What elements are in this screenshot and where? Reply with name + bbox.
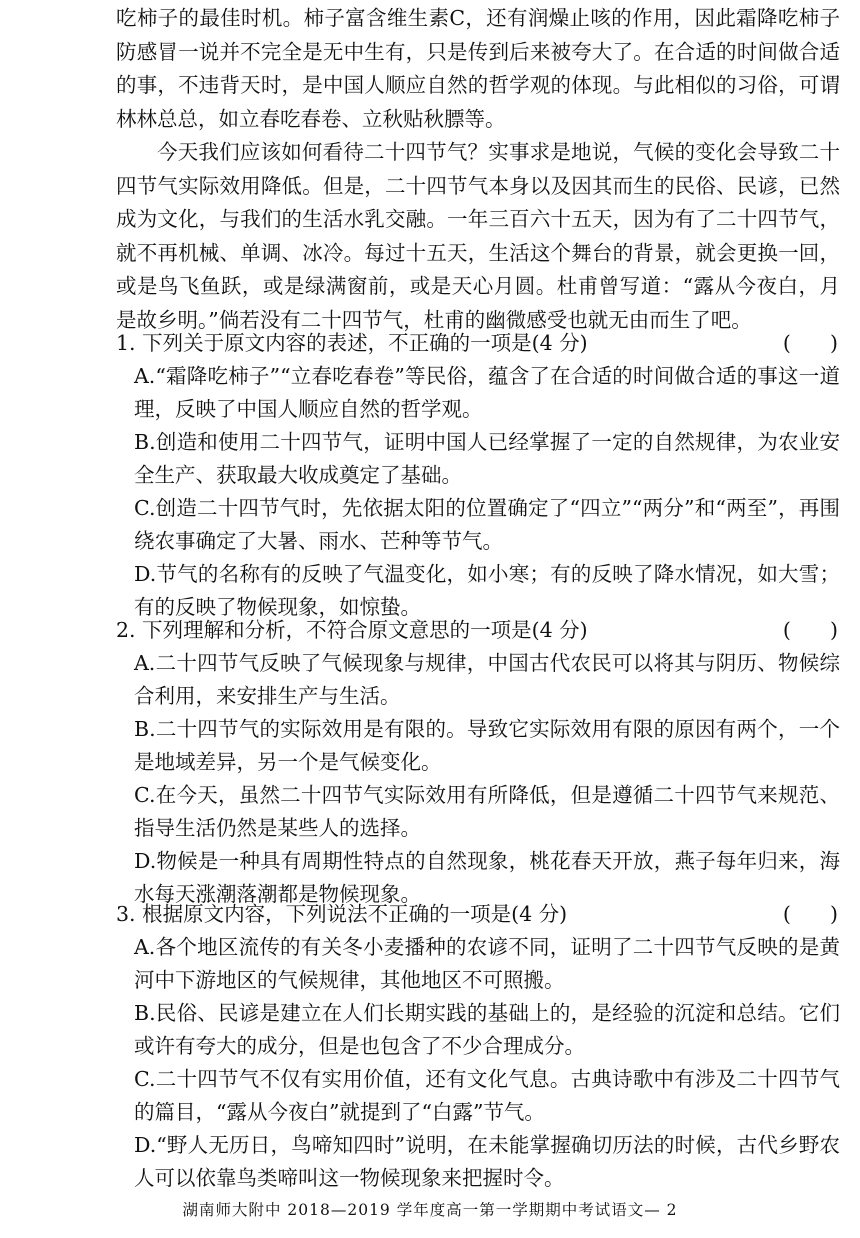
option-text: 民俗、民谚是建立在人们长期实践的基础上的，是经验的沉淀和总结。它们或许有夸大的成分，但是也包含了不少合理成分。 <box>134 1001 840 1058</box>
option-label: D. <box>134 562 157 586</box>
passage-paragraph-1: 吃柿子的最佳时机。柿子富含维生素C，还有润燥止咳的作用，因此霜降吃柿子防感冒一说并不完全是无中生有，只是传到后来被夸大了。在合适的时间做合适的事，不违背天时，是中国人顺应自然的哲学观的体现。与此相似的习俗，可谓林林总总，如立春吃春卷、立秋贴秋膘等。 <box>116 6 840 131</box>
question-1 <box>116 327 840 624</box>
passage-paragraph-2: 今天我们应该如何看待二十四节气？实事求是地说，气候的变化会导致二十四节气实际效用降低。但是，二十四节气本身以及因其而生的民俗、民谚，已然成为文化，与我们的生活水乳交融。一年三百六十五天，因为有了二十四节气，就不再机械、单调、冰冷。每过十五天，生活这个舞台的背景，就会更换一回，或是鸟飞鱼跃，或是绿满窗前，或是天心月圆。杜甫曾写道：“露从今夜白，月是故乡明。”倘若没有二十四节气，杜甫的幽微感受也就无由而生了吧。 <box>116 140 840 332</box>
question-stem-text: 1. 下列关于原文内容的表述，不正确的一项是(4 分) <box>116 331 588 355</box>
option-b <box>116 997 840 1063</box>
option-text: 物候是一种具有周期性特点的自然现象，桃花春天开放，燕子每年归来，海水每天涨潮落潮都是物候现象。 <box>134 849 840 906</box>
question-stem <box>116 898 840 931</box>
question-stem <box>116 327 840 360</box>
option-label: D. <box>134 1133 157 1157</box>
option-text: 二十四节气反映了气候现象与规律，中国古代农民可以将其与阴历、物候综合利用，来安排生产与生活。 <box>134 651 840 708</box>
option-a <box>116 931 840 997</box>
option-c <box>116 492 840 558</box>
option-text: “霜降吃柿子”“立春吃春卷”等民俗，蕴含了在合适的时间做合适的事这一道理，反映了中国人顺应自然的哲学观。 <box>134 364 840 421</box>
option-text: 在今天，虽然二十四节气实际效用有所降低，但是遵循二十四节气来规范、指导生活仍然是某些人的选择。 <box>134 783 840 840</box>
option-text: 创造二十四节气时，先依据太阳的位置确定了“四立”“两分”和“两至”，再围绕农事确定了大暑、雨水、芒种等节气。 <box>134 496 840 553</box>
option-text: 二十四节气的实际效用是有限的。导致它实际效用有限的原因有两个，一个是地域差异，另一个是气候变化。 <box>134 717 840 774</box>
option-b <box>116 713 840 779</box>
option-label: A. <box>134 935 156 959</box>
page-footer: 湖南师大附中 2018—2019 学年度高一第一学期期中考试语文— 2 <box>182 1201 678 1219</box>
option-label: C. <box>134 783 156 807</box>
option-label: D. <box>134 849 157 873</box>
option-label: A. <box>134 651 156 675</box>
option-text: 创造和使用二十四节气，证明中国人已经掌握了一定的自然规律，为农业安全生产、获取最大收成奠定了基础。 <box>134 430 840 487</box>
option-label: B. <box>134 1001 156 1025</box>
question-stem <box>116 614 840 647</box>
option-c <box>116 1063 840 1129</box>
question-stem-text: 2. 下列理解和分析，不符合原文意思的一项是(4 分) <box>116 618 588 642</box>
option-text: “野人无历日，鸟啼知四时”说明，在未能掌握确切历法的时候，古代乡野农人可以依靠鸟类啼叫这一物候现象来把握时令。 <box>134 1133 840 1190</box>
option-text: 各个地区流传的有关冬小麦播种的农谚不同，证明了二十四节气反映的是黄河中下游地区的气候规律，其他地区不可照搬。 <box>134 935 840 992</box>
option-c <box>116 779 840 845</box>
answer-bracket: ( ) <box>782 331 838 355</box>
question-3 <box>116 898 840 1195</box>
option-text: 二十四节气不仅有实用价值，还有文化气息。古典诗歌中有涉及二十四节气的篇目，“露从今夜白”就提到了“白露”节气。 <box>134 1067 840 1124</box>
answer-bracket: ( ) <box>782 902 838 926</box>
option-label: C. <box>134 496 156 520</box>
option-label: A. <box>134 364 156 388</box>
option-label: B. <box>134 717 156 741</box>
option-label: B. <box>134 430 156 454</box>
option-label: C. <box>134 1067 156 1091</box>
question-2 <box>116 614 840 911</box>
option-a <box>116 360 840 426</box>
answer-bracket: ( ) <box>782 618 838 642</box>
option-b <box>116 426 840 492</box>
option-d <box>116 1129 840 1195</box>
question-stem-text: 3. 根据原文内容，下列说法不正确的一项是(4 分) <box>116 902 568 926</box>
option-a <box>116 647 840 713</box>
option-text: 节气的名称有的反映了气温变化，如小寒；有的反映了降水情况，如大雪；有的反映了物候现象，如惊蛰。 <box>134 562 840 619</box>
